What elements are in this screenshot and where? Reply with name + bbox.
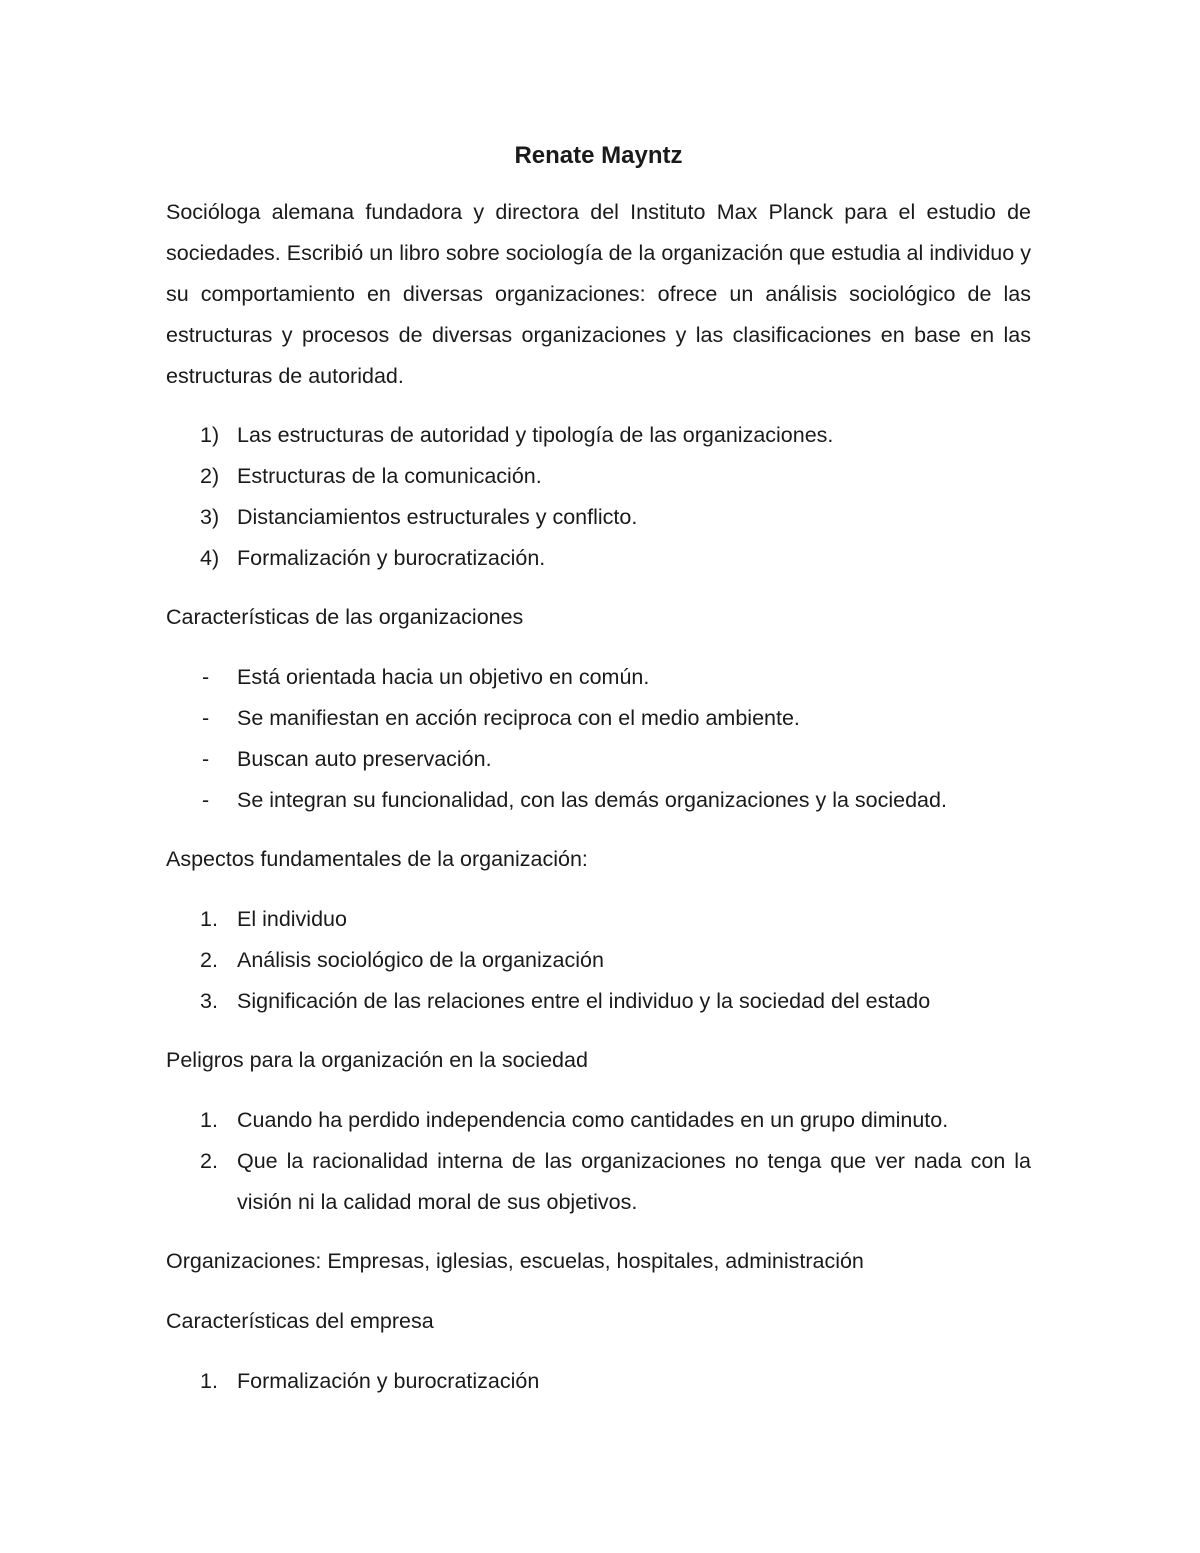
list-marker: 2. bbox=[200, 948, 218, 972]
list-item bbox=[166, 1100, 1031, 1141]
section-heading-empresa: Características del empresa bbox=[166, 1309, 434, 1333]
list-item-text: Está orientada hacia un objetivo en común. bbox=[237, 665, 650, 689]
section-heading-aspectos: Aspectos fundamentales de la organización: bbox=[166, 847, 588, 871]
intro-paragraph: Socióloga alemana fundadora y directora del Instituto Max Planck para el estudio de sociedades. Escribió un libro sobre sociología de la organización que estudia al individuo y su comportamiento en diversas organizaciones: ofrece un análisis sociológico de las estructuras y procesos de diversas organizaciones y las clasificaciones en base en las estructuras de autoridad. bbox=[166, 200, 1031, 388]
list-item bbox=[166, 780, 1031, 821]
list-item bbox=[166, 538, 1031, 579]
list-item-text: Análisis sociológico de la organización bbox=[237, 948, 604, 972]
document-content bbox=[166, 138, 1031, 1402]
list-marker: - bbox=[202, 788, 210, 812]
aspectos-list bbox=[166, 899, 1031, 1022]
caracteristicas-list bbox=[166, 657, 1031, 821]
list-marker: 1. bbox=[200, 907, 218, 931]
list-item-text: Significación de las relaciones entre el individuo y la sociedad del estado bbox=[237, 989, 931, 1013]
empresa-list bbox=[166, 1361, 1031, 1402]
list-item bbox=[166, 739, 1031, 780]
list-item-text: Formalización y burocratización bbox=[237, 1369, 540, 1393]
list-item bbox=[166, 657, 1031, 698]
list-item bbox=[166, 1361, 1031, 1402]
organizaciones-line: Organizaciones: Empresas, iglesias, escuelas, hospitales, administración bbox=[166, 1249, 864, 1273]
section-heading-caracteristicas: Características de las organizaciones bbox=[166, 605, 524, 629]
list-item-text: Se integran su funcionalidad, con las demás organizaciones y la sociedad. bbox=[237, 788, 947, 812]
list-marker: 3. bbox=[200, 989, 218, 1013]
list-item-text: Buscan auto preservación. bbox=[237, 747, 492, 771]
list-item bbox=[166, 899, 1031, 940]
list-marker: - bbox=[202, 747, 210, 771]
list-item bbox=[166, 940, 1031, 981]
section-heading-peligros: Peligros para la organización en la sociedad bbox=[166, 1048, 588, 1072]
peligros-list bbox=[166, 1100, 1031, 1223]
list-marker: 3) bbox=[200, 505, 220, 529]
list-marker: 1. bbox=[200, 1108, 218, 1132]
document-title: Renate Mayntz bbox=[514, 142, 683, 169]
list-item-text: Cuando ha perdido independencia como cantidades en un grupo diminuto. bbox=[237, 1108, 949, 1132]
list-item-text: El individuo bbox=[237, 907, 347, 931]
list-item bbox=[166, 456, 1031, 497]
list-marker: 2. bbox=[200, 1149, 218, 1173]
list-marker: 1. bbox=[200, 1369, 218, 1393]
structure-list bbox=[166, 415, 1031, 579]
list-item-text: Estructuras de la comunicación. bbox=[237, 464, 542, 488]
list-item-text: Distanciamientos estructurales y conflicto. bbox=[237, 505, 638, 529]
list-item bbox=[166, 698, 1031, 739]
list-item bbox=[166, 415, 1031, 456]
list-marker: 2) bbox=[200, 464, 220, 488]
list-item bbox=[166, 497, 1031, 538]
list-item-text: Formalización y burocratización. bbox=[237, 546, 546, 570]
list-item-text: Las estructuras de autoridad y tipología de las organizaciones. bbox=[237, 423, 834, 447]
list-marker: 1) bbox=[200, 423, 220, 447]
list-item bbox=[166, 1141, 1031, 1223]
list-item bbox=[166, 981, 1031, 1022]
list-marker: 4) bbox=[200, 546, 220, 570]
list-marker: - bbox=[202, 665, 210, 689]
list-item-text: Que la racionalidad interna de las organizaciones no tenga que ver nada con la visión ni la calidad moral de sus objetivos. bbox=[237, 1149, 1031, 1214]
list-marker: - bbox=[202, 706, 210, 730]
list-item-text: Se manifiestan en acción reciproca con el medio ambiente. bbox=[237, 706, 800, 730]
